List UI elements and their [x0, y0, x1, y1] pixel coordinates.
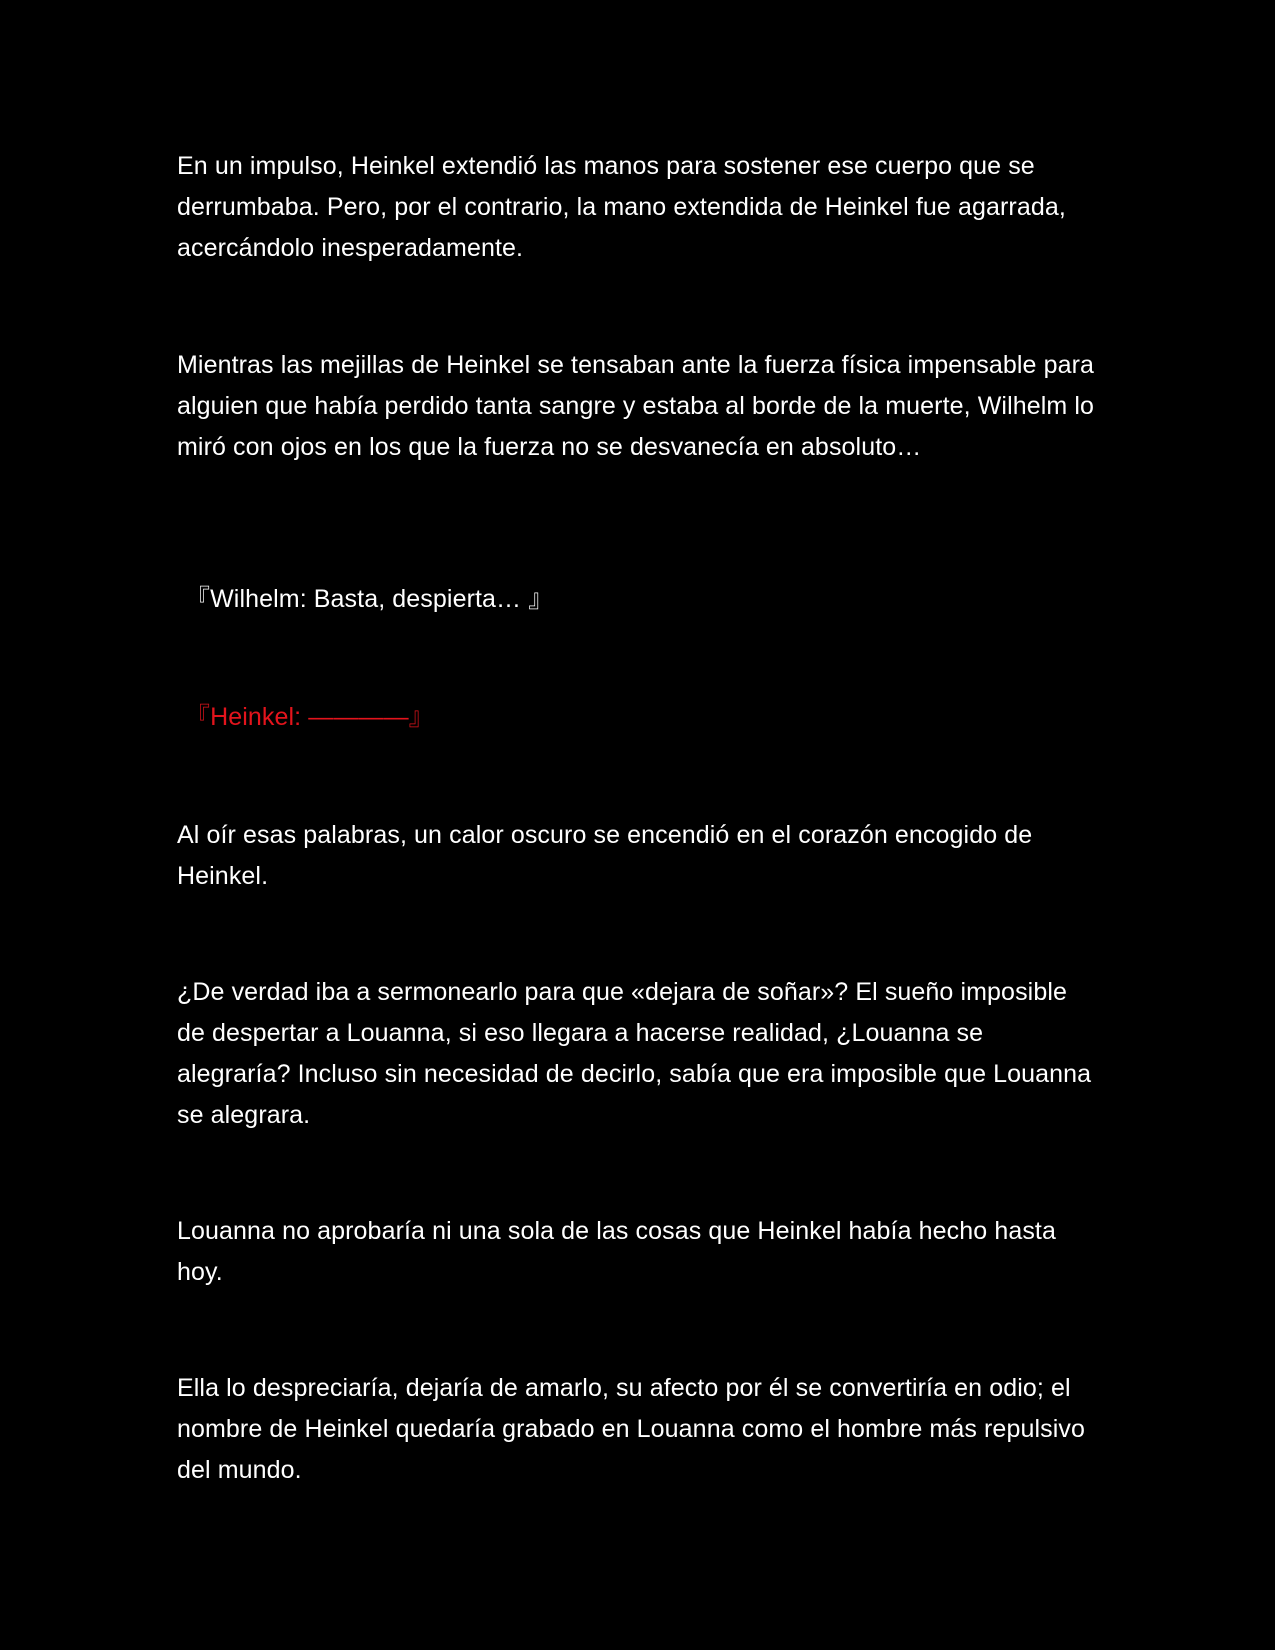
dialogue-line-heinkel: 『Heinkel: ————』 [185, 703, 434, 731]
paragraph: Mientras las mejillas de Heinkel se tensaban ante la fuerza física impensable para alguien que había perdido tanta sangre y estaba al borde de la muerte, Wilhelm lo miró con ojos en los que la fuerza no se desvanecía en absoluto… [177, 351, 1095, 461]
paragraph: Al oír esas palabras, un calor oscuro se encendió en el corazón encogido de Heinkel. [177, 821, 1033, 890]
dialogue-line-wilhelm: 『Wilhelm: Basta, despierta… 』 [185, 585, 554, 613]
paragraph: Louanna no aprobaría ni una sola de las cosas que Heinkel había hecho hasta hoy. [177, 1217, 1056, 1286]
paragraph: Ella lo despreciaría, dejaría de amarlo, su afecto por él se convertiría en odio; el nombre de Heinkel quedaría grabado en Louanna como el hombre más repulsivo del mundo. [177, 1374, 1085, 1484]
paragraph: En un impulso, Heinkel extendió las manos para sostener ese cuerpo que se derrumbaba. Pero, por el contrario, la mano extendida de Heinkel fue agarrada, acercándolo inesperadamente. [177, 152, 1066, 262]
paragraph: ¿De verdad iba a sermonearlo para que «dejara de soñar»? El sueño imposible de despertar a Louanna, si eso llegara a hacerse realidad, ¿Louanna se alegraría? Incluso sin necesidad de decirlo, sabía que era imposible que Louanna se alegrara. [177, 978, 1092, 1129]
